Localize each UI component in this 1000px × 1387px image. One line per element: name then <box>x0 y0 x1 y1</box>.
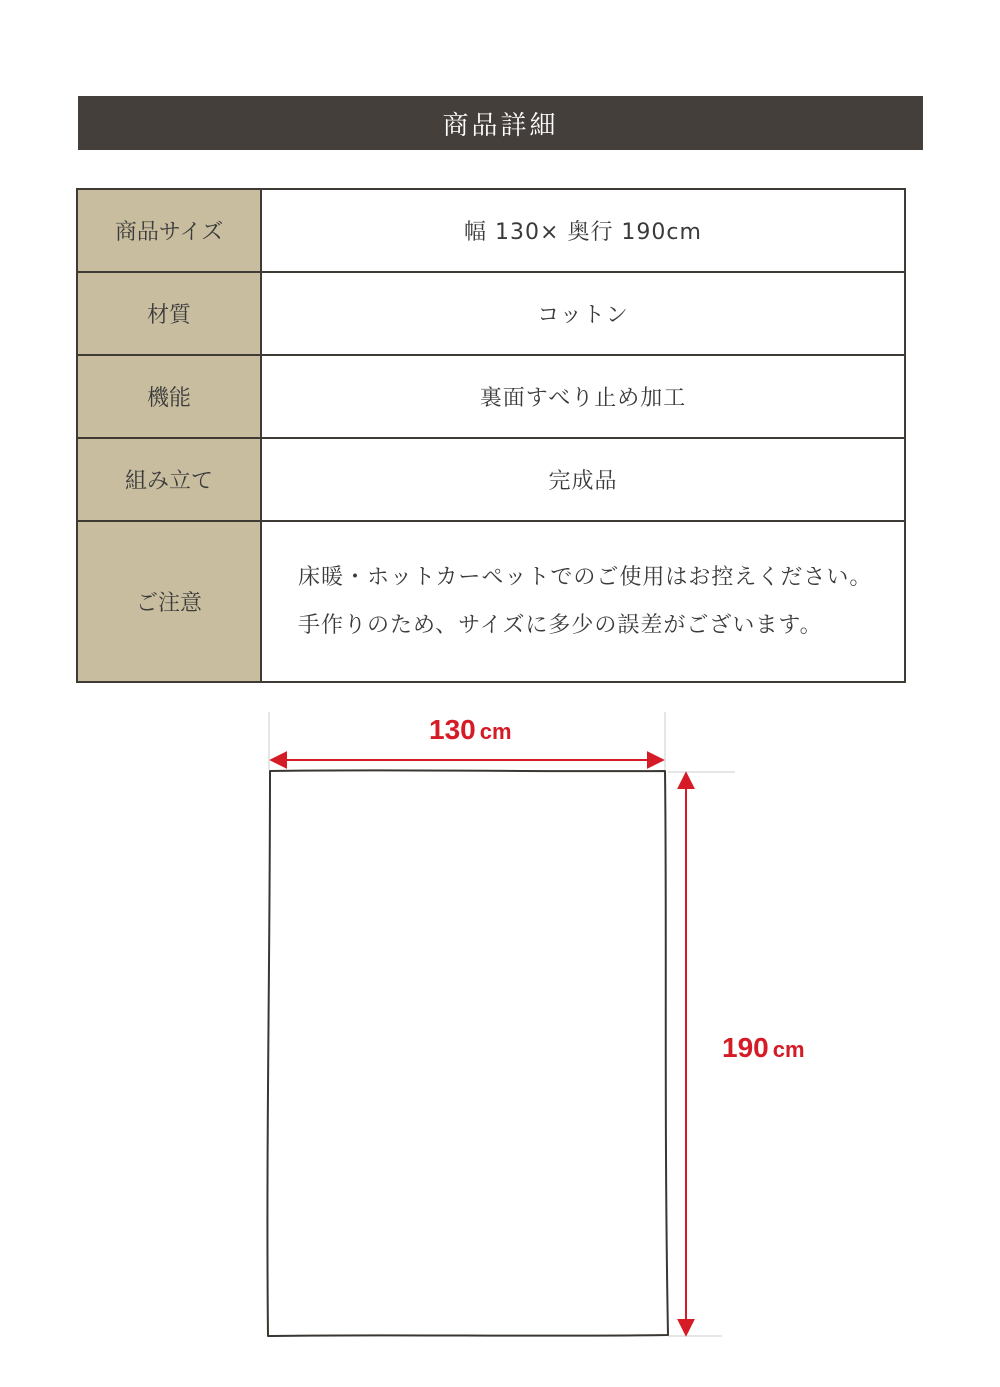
spec-value-size: 幅 130× 奥行 190cm <box>261 189 905 272</box>
rug-outline <box>267 770 668 1336</box>
spec-label-caution: ご注意 <box>77 521 261 682</box>
spec-value-material: コットン <box>261 272 905 355</box>
section-title: 商品詳細 <box>442 110 559 141</box>
caution-line-1: 床暖・ホットカーペットでのご使用はお控えください。 <box>298 564 873 590</box>
spec-value-assembly: 完成品 <box>261 438 905 521</box>
width-label <box>429 714 512 746</box>
height-value: 190 <box>722 1032 769 1063</box>
spec-label-assembly: 組み立て <box>77 438 261 521</box>
width-unit: cm <box>479 719 512 744</box>
spec-value-function: 裏面すべり止め加工 <box>261 355 905 438</box>
caution-line-2: 手作りのため、サイズに多少の誤差がございます。 <box>298 612 823 638</box>
spec-label-material: 材質 <box>77 272 261 355</box>
spec-label-function: 機能 <box>77 355 261 438</box>
height-unit: cm <box>772 1037 805 1062</box>
height-label <box>722 1032 805 1064</box>
spec-label-size: 商品サイズ <box>77 189 261 272</box>
width-value: 130 <box>429 714 476 745</box>
